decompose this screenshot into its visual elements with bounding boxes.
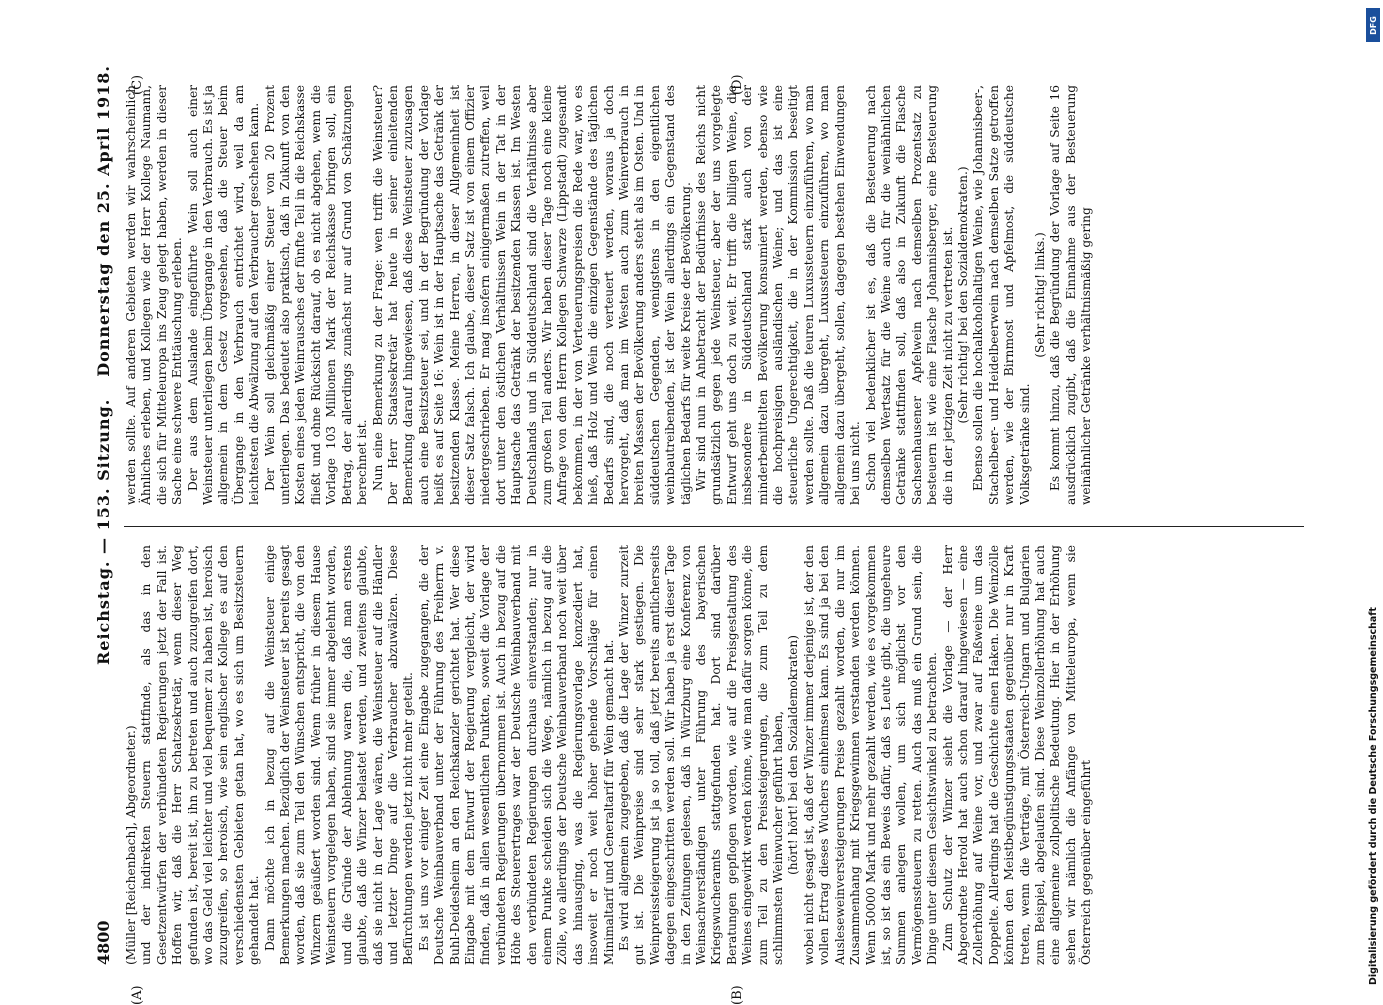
paragraph: Der Wein soll gleichmäßig einer Steuer von 20 Prozent unterliegen. Das bedeutet also praktisch, daß in Zukunft von den Kosten eines jeden Weinrausches der fünfte Teil in die Reichskasse fließt und ohne Rücksicht darauf, ob es nicht abgehen, wenn die Vorlage 103 Millionen Mark der Reichskasse bringen soll, ein Betrag, der allerdings zunächst nur auf Grund von Schätzungen berechnet ist. bbox=[262, 85, 370, 505]
speaker-line: (Müller [Reichenbach], Abgeordneter.) bbox=[124, 725, 138, 965]
paragraph: Es wird allgemein zugegeben, daß die Lage der Winzer zurzeit gut ist. Die Weinpreise sind sehr stark gestiegen. Die Weinpreissteigerung ist ja so toll, daß jetzt bereits amtlicherseits dagegen eingeschritten werden soll. Wir haben ja erst dieser Tage in den Zeitungen gelesen, daß in Würzburg eine Konferenz von Weinsachverständigen unter Führung des bayerischen Kriegswucheramts stattgefunden hat. Dort sind darüber Beratungen gepflogen worden, wie auf die Preisgestaltung des Weines eingewirkt werden könne, wie man dafür sorgen könne, die zum Teil zu den Preissteigerungen, die zum Teil zu dem schlimmsten Weinwucher geführt haben, bbox=[617, 545, 786, 965]
rotated-page bbox=[90, 65, 1330, 1005]
margin-marker-a: (A) bbox=[130, 985, 145, 1005]
paragraph: wobei nicht gesagt ist, daß der Winzer immer derjenige ist, der den vollen Ertrag dieses Wuchers einheimsen kann. Es sind ja bei den Ausleseweinversteigerungen Preise gezahlt worden, die nur im Zusammenhang mit Kriegsgewinnen verstanden werden können. Wenn 50000 Mark und mehr gezahlt werden, wie es vorgekommen ist, so ist das ein Beweis dafür, daß es Leute gibt, die ungeheure Summen anlegen wollen, um sich möglichst vor den Vermögenssteuern zu retten. Auch das muß ein Grund sein, die Dinge unter diesem Gesichtswinkel zu betrachten. bbox=[801, 545, 940, 965]
paragraph: werden sollte. Auf anderen Gebieten werden wir wahrscheinlich Ähnliches erleben, und Kollegen wie der Herr Kollege Naumann, die sich für Mitteleuropa ins Zeug gelegt haben, werden in dieser Sache eine schwere Enttäuschung erleben. bbox=[124, 85, 185, 505]
margin-marker-b: (B) bbox=[730, 985, 745, 1005]
right-column bbox=[124, 85, 1304, 505]
interjection: (Sehr richtig! bei den Sozialdemokraten.) bbox=[955, 166, 970, 424]
paragraph: Dann möchte ich in bezug auf die Weinsteuer einige Bemerkungen machen. Bezüglich der Weinsteuer ist bereits gesagt worden, daß sie zum Teil den Wünschen entspricht, die von den Winzern geäußert worden sind. Wenn früher in diesem Hause Weinsteuern vorgelegen haben, sind sie immer abgelehnt worden, und die Gründe der Ablehnung waren die, daß man erstens glaubte, daß die Winzer belastet werden, und zweitens glaubte, daß sie nicht in der Lage wären, die Weinsteuer auf die Händler und letzter Dinge auf die Verbraucher abzuwälzen. Diese Befürchtungen werden jetzt nicht mehr geteilt. bbox=[262, 545, 416, 965]
header-title: Reichstag. — 153. Sitzung. bbox=[94, 398, 113, 665]
paragraph: Der aus dem Auslande eingeführte Wein soll auch einer Weinsteuer unterliegen beim Übergange in den Verbrauch. Es ist ja allgemein in dem Gesetz vorgesehen, daß die Steuer beim Übergange in den Verbrauch entrichtet wird, weil da am leichtesten die Abwälzung auf den Verbraucher geschehen kann. bbox=[185, 85, 262, 505]
dfg-logo-text: DFG bbox=[1368, 15, 1378, 35]
column-divider bbox=[124, 526, 1304, 527]
paragraph: Schon viel bedenklicher ist es, daß die Besteuerung nach demselben Wertsatz für die Weine auch für die weinähnlichen Getränke stattfinden soll, daß also in Zukunft die Flasche Sachsenhausener Apfelwein nach demselben Prozentsatz zu besteuern ist wie eine Flasche Johannisberger, eine Besteuerung die in der jetzigen Zeit nicht zu vertreten ist. bbox=[863, 85, 955, 505]
header-date: Donnerstag den 25. April 1918. bbox=[94, 65, 113, 377]
paragraph: Es ist uns vor einiger Zeit eine Eingabe zugegangen, die der Deutsche Weinbauverband unter der Führung des Freiherrn v. Buhl-Deidesheim an den Reichskanzler gerichtet hat. Wer diese Eingabe mit dem Entwurf der Regierung vergleicht, der wird finden, daß in allen wesentlichen Punkten, soweit die Vorlage der verbündeten Regierungen übernommen ist. Auch in bezug auf die Höhe des Steuerertrages war der Deutsche Weinbauverband mit den verbündeten Regierungen durchaus einverstanden; nur in einem Punkte scheiden sich die Wege, nämlich in bezug auf die Zölle, wo allerdings der Deutsche Weinbauverband noch weit über das hinausging, was die Regierungsvorlage konzediert hat, insoweit er noch weit höher gehende Vorschläge für einen Minimaltarif und Generaltarif für Wein gemacht hat. bbox=[416, 545, 616, 965]
digitization-credit: Digitalisierung gefördert durch die Deutsche Forschungsgemeinschaft bbox=[1368, 607, 1379, 985]
paragraph: und der indirekten Steuern stattfinde, als das in den Gesetzentwürfen der verbündeten Regierungen jetzt der Fall ist. Hoffen wir, daß die Herr Schatzsekretär, wenn dieser Weg gefunden ist, bereit ist, ihn zu betreten und auch zuzugreifen dort, wo das Geld viel leichter und viel bequemer zu haben ist, heroisch zuzugreifen, so heroisch, wie sein englischer Kollege es auf den verschiedensten Gebieten getan hat, wo es sich um Besitzsteuern gehandelt hat. bbox=[139, 545, 262, 965]
margin-marker-c: (C) bbox=[130, 74, 145, 95]
dfg-logo bbox=[1366, 8, 1380, 42]
margin-marker-d: (D) bbox=[730, 74, 745, 95]
page-header bbox=[90, 65, 118, 965]
interjection: (Sehr richtig! links.) bbox=[1032, 232, 1047, 358]
page-number: 4800 bbox=[94, 920, 113, 965]
paragraph: Es kommt hinzu, daß die Begründung der Vorlage auf Seite 16 ausdrücklich zugibt, daß die Einnahme aus der Besteuerung weinähnlicher Getränke verhältnismäßig gering bbox=[1048, 85, 1094, 505]
paragraph: Ebenso sollen die hochalkoholhaltigen Weine, wie Johannisbeer-, Stachelbeer- und Heidelbeerwein nach demselben Satze getroffen werden, wie der Birnmost und Apfelmost, die süddeutsche Volksgetränke sind. bbox=[971, 85, 1032, 505]
paragraph: Wir sind nun in Anbetracht der Bedürfnisse des Reichs nicht grundsätzlich gegen jede Weinsteuer, aber der uns vorgelegte Entwurf geht uns doch zu weit. Er trifft die billigen Weine, die insbesondere in Süddeutschland stark auch von der minderbemittelten Bevölkerung konsumiert werden, ebenso wie die hochpreisigen ausländischen Weine; und das ist eine steuerliche Ungerechtigkeit, die in der Kommission beseitigt werden sollte. Daß die teuren Luxussteuern einzuführen, wo man allgemein dazu übergeht, Luxussteuern einzuführen, wo man allgemein dazu übergeht, sollen, dagegen bestehen Einwendungen bei uns nicht. bbox=[694, 85, 863, 505]
paragraph: Nun eine Bemerkung zu der Frage: wen trifft die Weinsteuer? Der Herr Staatssekretär hat heute in seiner einleitenden Bemerkung darauf hingewiesen, daß diese Weinsteuer zuzusagen auch eine Besitzsteuer sei, und in der Begründung der Vorlage heißt es auf Seite 16: Wein ist in der Hauptsache das Getränk der besitzenden Klasse. Meine Herren, in dieser Allgemeinheit ist dieser Satz falsch. Ich glaube, dieser Satz ist von einem Offizier niedergeschrieben. Er mag insofern einigermaßen zutreffen, weil dort unter den östlichen Verhältnissen Wein in der Tat in der Hauptsache das Getränk der besitzenden Klassen ist. Im Westen Deutschlands und in Süddeutschland sind die Verhältnisse aber zum großen Teil anders. Wir haben dieser Tage noch eine kleine Anfrage von dem Herrn Kollegen Schwarze (Lippstadt) zugesandt bekommen, in der von Verteuerungspreisen die Rede war, wo es hieß, daß Holz und Wein die einzigen Gegenstände des täglichen Bedarfs sind, die noch verteuert werden, woraus ja doch hervorgeht, daß man im Westen auch zum Weinverbrauch in breiten Massen der Bevölkerung anders steht als im Osten. Und in süddeutschen Gegenden, wenigstens in den eigentlichen weinbautreibenden, ist der Wein allerdings ein Gegenstand des täglichen Bedarfs für weite Kreise der Bevölkerung. bbox=[370, 85, 693, 505]
left-column bbox=[124, 545, 1304, 965]
paragraph: Zum Schutz der Winzer sieht die Vorlage — der Herr Abgeordnete Herold hat auch schon darauf hingewiesen — eine Zollerhöhung auf Weine vor, und zwar auf Faßweine um das Doppelte. Allerdings hat die Geschichte einen Haken. Die Weinzölle können den Meistbegünstigungsstaaten gegenüber nur in Kraft treten, wenn die Verträge, mit Österreich-Ungarn und Bulgarien zum Beispiel, abgelaufen sind. Diese Weinzollerhöhung hat auch eine allgemeine zollpolitische Bedeutung. Hier in der Erhöhung sehen wir nämlich die Anfänge von Mitteleuropa, wenn sie Österreich gegenüber eingeführt bbox=[940, 545, 1094, 965]
interjection: (hört! hört! bei den Sozialdemokraten) bbox=[786, 635, 801, 875]
